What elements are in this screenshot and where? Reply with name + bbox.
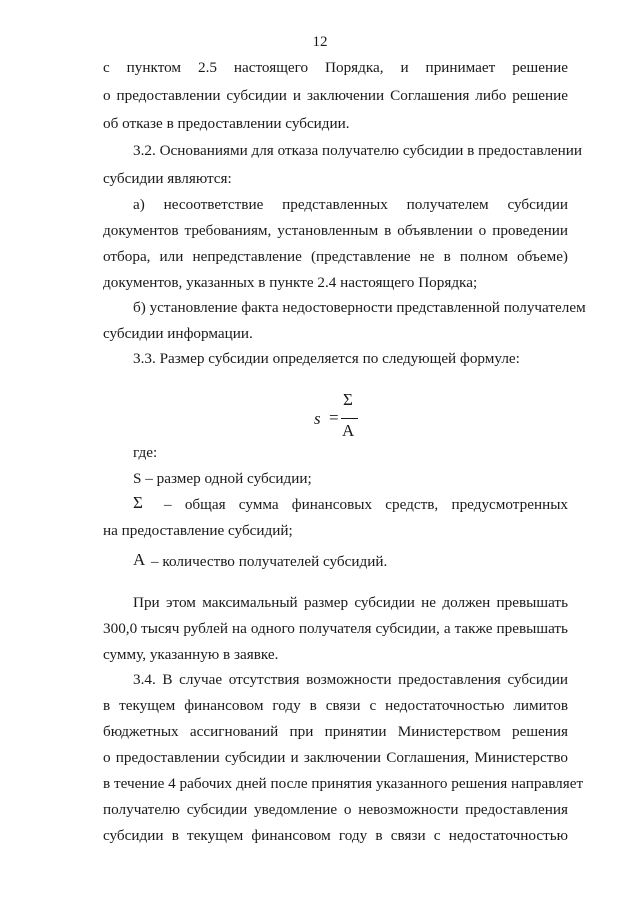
text-line: бюджетных ассигнований при принятии Министерством решения bbox=[103, 723, 568, 740]
text-line: о предоставлении субсидии и заключении Соглашения, Министерство bbox=[103, 749, 568, 766]
a-symbol: A bbox=[133, 550, 146, 569]
paragraph-3-4: 3.4. В случае отсутствия возможности предоставления субсидии bbox=[133, 671, 568, 688]
list-item-a: а) несоответствие представленных получателем субсидии bbox=[133, 196, 568, 213]
subsidy-formula bbox=[310, 390, 370, 446]
text-line: в течение 4 рабочих дней после принятия указанного решения направляет bbox=[103, 775, 584, 792]
paragraph-3-2: 3.2. Основаниями для отказа получателю субсидии в предоставлении bbox=[133, 142, 583, 159]
formula-lhs: s bbox=[314, 409, 321, 428]
sigma-symbol: Σ bbox=[133, 493, 143, 512]
definition-sigma: – общая сумма финансовых средств, предусмотренных bbox=[164, 496, 568, 513]
text-line: в текущем финансовом году в связи с недостаточностью лимитов bbox=[103, 697, 568, 714]
list-item-b: б) установление факта недостоверности представленной получателем bbox=[133, 299, 586, 316]
text-line: о предоставлении субсидии и заключении Соглашения либо решение bbox=[103, 87, 568, 104]
text-line: на предоставление субсидий; bbox=[103, 522, 293, 539]
text-line: субсидии информации. bbox=[103, 325, 253, 342]
fraction-bar bbox=[341, 418, 358, 419]
formula-denominator: A bbox=[342, 421, 355, 440]
text-line: об отказе в предоставлении субсидии. bbox=[103, 115, 350, 132]
page-number: 12 bbox=[312, 34, 328, 50]
text-line: получателю субсидии уведомление о невозможности предоставления bbox=[103, 801, 568, 818]
text-line: субсидии являются: bbox=[103, 170, 232, 187]
text-line: документов, указанных в пункте 2.4 настоящего Порядка; bbox=[103, 274, 478, 291]
formula-numerator: Σ bbox=[343, 390, 353, 409]
text-line: с пунктом 2.5 настоящего Порядка, и принимает решение bbox=[103, 59, 568, 76]
text-line: отбора, или непредставление (представление не в полном объеме) bbox=[103, 248, 568, 265]
definition-s: S – размер одной субсидии; bbox=[133, 470, 312, 487]
text-line: 300,0 тысяч рублей на одного получателя субсидии, а также превышать bbox=[103, 620, 568, 637]
paragraph-3-3: 3.3. Размер субсидии определяется по следующей формуле: bbox=[133, 350, 520, 367]
text-line: документов требованиям, установленным в объявлении о проведении bbox=[103, 222, 568, 239]
formula-equals: = bbox=[329, 408, 339, 427]
paragraph-max-size: При этом максимальный размер субсидии не должен превышать bbox=[133, 594, 568, 611]
text-line: субсидии в текущем финансовом году в связи с недостаточностью bbox=[103, 827, 568, 844]
where-label: где: bbox=[133, 444, 158, 461]
text-line: сумму, указанную в заявке. bbox=[103, 646, 279, 663]
definition-a: – количество получателей субсидий. bbox=[151, 553, 388, 570]
